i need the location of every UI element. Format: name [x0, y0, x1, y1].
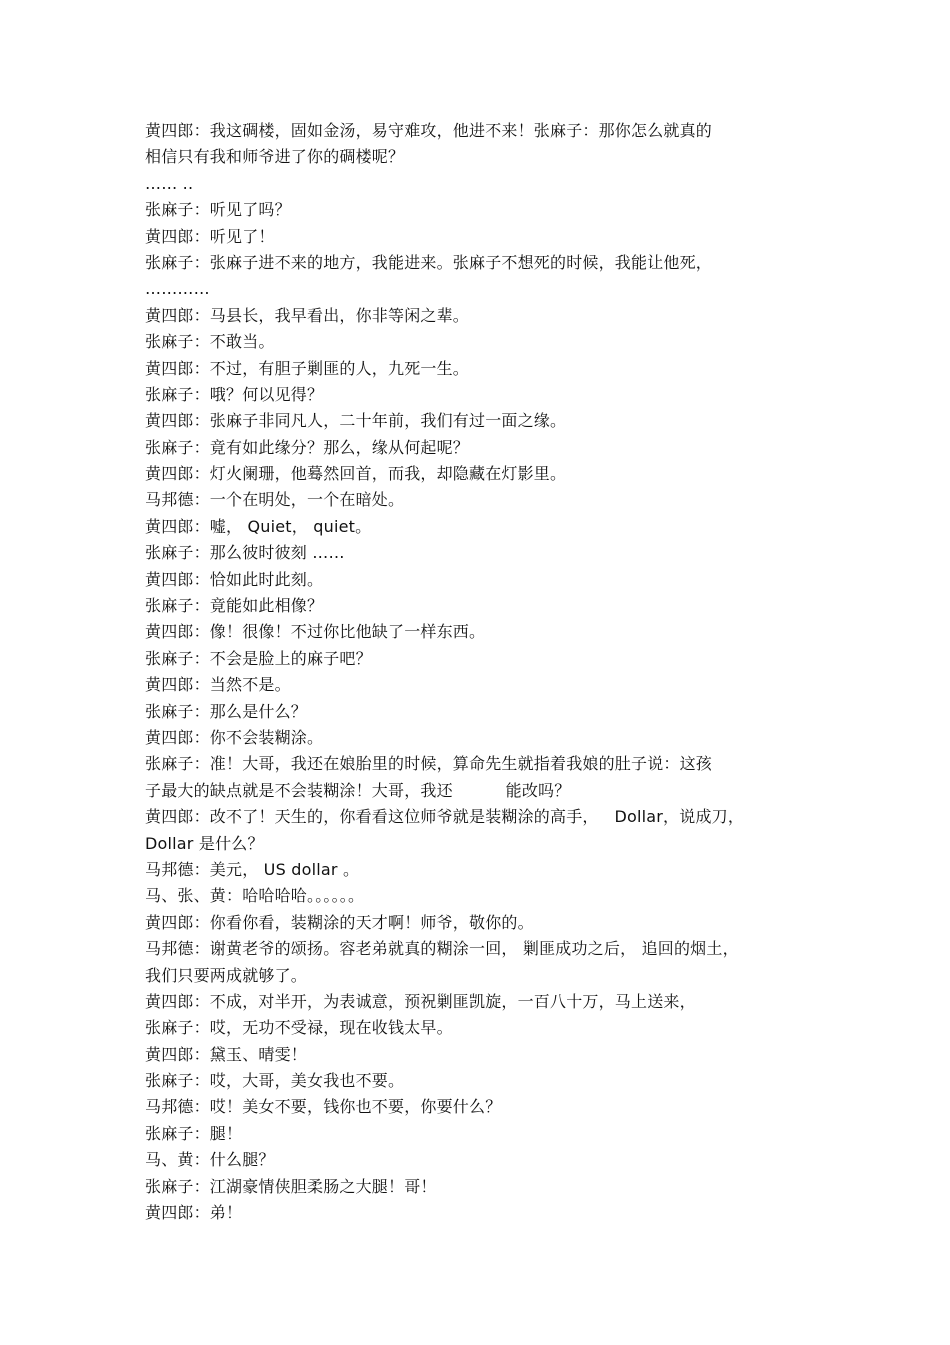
script-line: 马、黄：什么腿？ [145, 1150, 275, 1170]
script-line: 黄四郎：黛玉、晴雯！ [145, 1044, 308, 1064]
script-line: 张麻子：江湖豪情侠胆柔肠之大腿！哥！ [145, 1176, 437, 1196]
script-line: 张麻子：那么是什么？ [145, 701, 308, 721]
script-line: 我们只要两成就够了。 [145, 965, 308, 985]
script-line: 张麻子：不敢当。 [145, 332, 275, 352]
script-line: 黄四郎：恰如此时此刻。 [145, 569, 324, 589]
script-line: 马邦德：谢黄老爷的颂扬。容老弟就真的糊涂一回， 剿匪成功之后， 追回的烟土， [145, 939, 739, 959]
script-line: 马邦德：一个在明处，一个在暗处。 [145, 490, 405, 510]
script-line: 马邦德：美元， US dollar 。 [145, 859, 360, 879]
script-line: 黄四郎：张麻子非同凡人，二十年前，我们有过一面之缘。 [145, 411, 567, 431]
script-line: 马邦德：哎！美女不要，钱你也不要，你要什么？ [145, 1097, 502, 1117]
script-line: 张麻子：准！大哥，我还在娘胎里的时候，算命先生就指着我娘的肚子说：这孩 [145, 754, 713, 774]
script-line: 黄四郎：你看你看，装糊涂的天才啊！师爷，敬你的。 [145, 912, 534, 932]
script-line: 黄四郎：听见了！ [145, 226, 275, 246]
script-line: 张麻子：哎，无功不受禄，现在收钱太早。 [145, 1018, 453, 1038]
script-line: 张麻子：不会是脸上的麻子吧？ [145, 648, 372, 668]
script-line: 张麻子：听见了吗？ [145, 200, 291, 220]
script-line: 黄四郎：马县长，我早看出，你非等闲之辈。 [145, 305, 470, 325]
script-line: Dollar 是什么？ [145, 833, 264, 853]
script-line: 黄四郎：你不会装糊涂。 [145, 727, 324, 747]
script-text [145, 118, 810, 1226]
script-line: 张麻子：张麻子进不来的地方，我能进来。张麻子不想死的时候，我能让他死， [145, 252, 713, 272]
script-line: 马、张、黄：哈哈哈哈。。。。。。 [145, 886, 365, 906]
script-line: …… .. [145, 173, 194, 193]
script-line: 黄四郎：当然不是。 [145, 675, 291, 695]
script-line: 子最大的缺点就是不会装糊涂！大哥，我还 能改吗？ [145, 780, 571, 800]
script-line: 张麻子：腿！ [145, 1123, 243, 1143]
script-line: 黄四郎：弟！ [145, 1203, 243, 1223]
script-line: 张麻子：竟能如此相像？ [145, 596, 324, 616]
script-line: ………… [145, 279, 210, 299]
script-line: 黄四郎：不成，对半开，为表诚意，预祝剿匪凯旋，一百八十万，马上送来， [145, 991, 696, 1011]
script-line: 黄四郎：灯火阑珊，他蓦然回首，而我，却隐藏在灯影里。 [145, 464, 567, 484]
script-line: 张麻子：哦？何以见得？ [145, 384, 324, 404]
script-line: 黄四郎：改不了！天生的，你看看这位师爷就是装糊涂的高手， Dollar，说成刀， [145, 807, 745, 827]
script-line: 黄四郎：不过，有胆子剿匪的人，九死一生。 [145, 358, 470, 378]
script-line: 张麻子：竟有如此缘分？那么，缘从何起呢？ [145, 437, 470, 457]
script-line: 张麻子：哎，大哥，美女我也不要。 [145, 1071, 405, 1091]
script-line: 黄四郎：嘘， Quiet， quiet。 [145, 516, 372, 536]
script-line: 张麻子：那么彼时彼刻 …… [145, 543, 345, 563]
script-line: 相信只有我和师爷进了你的碉楼呢？ [145, 147, 405, 167]
script-line: 黄四郎：我这碉楼，固如金汤，易守难攻，他进不来！张麻子：那你怎么就真的 [145, 121, 713, 140]
script-line: 黄四郎：像！很像！不过你比他缺了一样东西。 [145, 622, 486, 642]
